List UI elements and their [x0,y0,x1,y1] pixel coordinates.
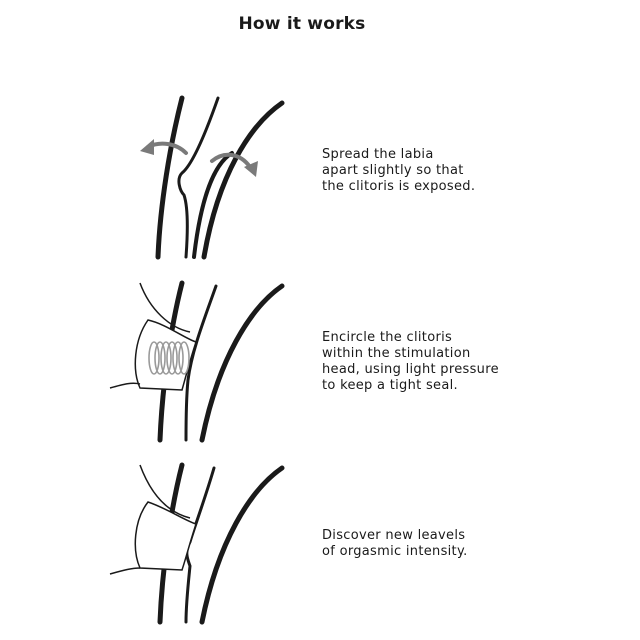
intensity-illustration [100,462,300,627]
step-2 [0,280,640,445]
encircle-clitoris-illustration [100,280,300,445]
step-3 [0,462,640,627]
step-3-caption: Discover new leavels of orgasmic intensity. [322,528,468,559]
step-1 [0,95,640,260]
labia-spread-illustration [100,95,300,260]
page-title: How it works [238,14,366,34]
step-1-caption: Spread the labia apart slightly so that the clitoris is exposed. [322,147,476,194]
step-2-caption: Encircle the clitoris within the stimulation head, using light pressure to keep a tight seal. [322,330,499,393]
